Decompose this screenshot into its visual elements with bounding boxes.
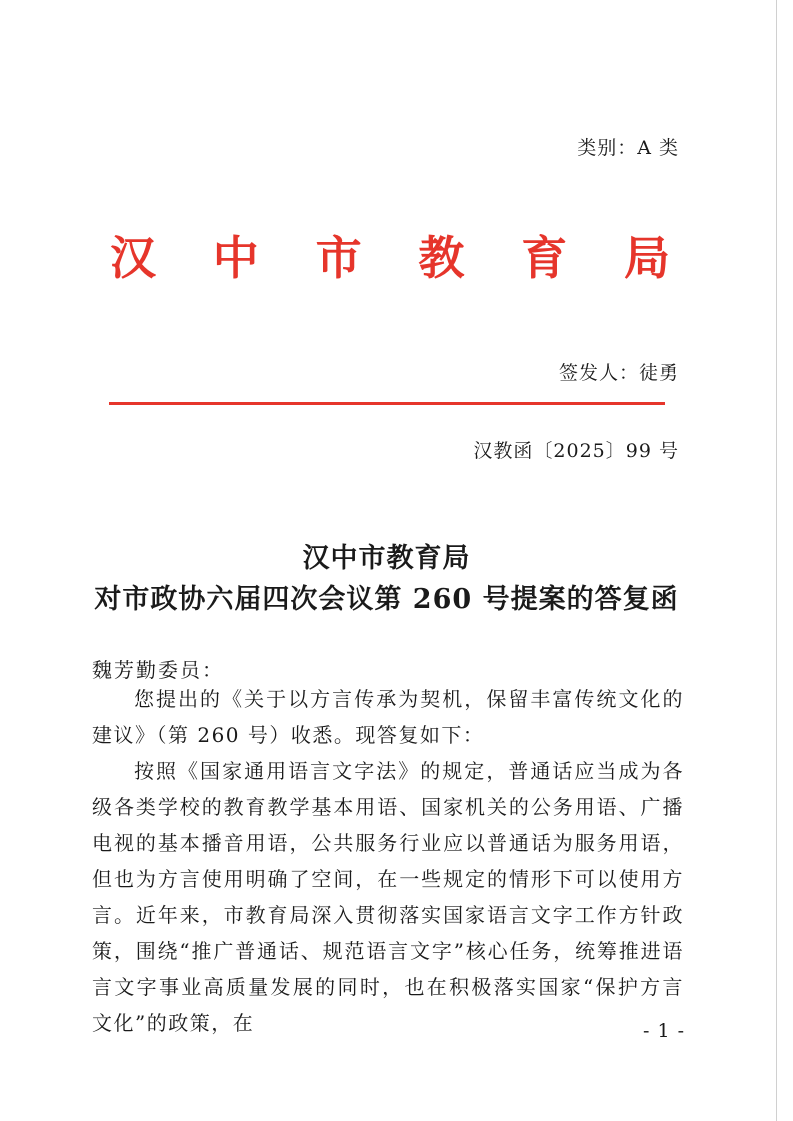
salutation: 魏芳勤委员： — [92, 658, 224, 682]
masthead-char: 汉 — [110, 231, 156, 285]
masthead-char: 市 — [315, 231, 362, 285]
masthead-char: 中 — [212, 231, 259, 285]
masthead-char: 育 — [521, 231, 568, 285]
paragraph-text: 您提出的《关于以方言传承为契机，保留丰富传统文化的建议》（第 260 号）收悉。现答复如下： — [92, 687, 684, 747]
document-number: 汉教函〔2025〕99 号 — [473, 440, 679, 462]
body-paragraph-2 — [92, 753, 684, 1041]
page-edge-line — [776, 0, 777, 1121]
document-title-line-2: 对市政协六届四次会议第 260 号提案的答复函 — [94, 584, 679, 615]
issuer-signature-line: 签发人：徒勇 — [558, 362, 679, 384]
masthead-char: 教 — [418, 231, 465, 285]
body-paragraph-1 — [92, 681, 684, 753]
masthead — [110, 222, 670, 288]
red-divider-rule — [109, 402, 665, 405]
page-number: - 1 - — [642, 1020, 685, 1042]
paragraph-text: 按照《国家通用语言文字法》的规定，普通话应当成为各级各类学校的教育教学基本用语、国家机关的公务用语、广播电视的基本播音用语，公共服务行业应以普通话为服务用语，但也为方言使用明确了空间，在一些规定的情形下可以使用方言。近年来，市教育局深入贯彻落实国家语言文字工作方针政策，围绕“推广普通话、规范语言文字”核心任务，统筹推进语言文字事业高质量发展的同时，也在积极落实国家“保护方言文化”的政策，在 — [92, 759, 684, 1035]
masthead-char: 局 — [623, 231, 670, 285]
document-category: 类别：A 类 — [577, 137, 679, 159]
document-title-line-1: 汉中市教育局 — [302, 543, 471, 574]
